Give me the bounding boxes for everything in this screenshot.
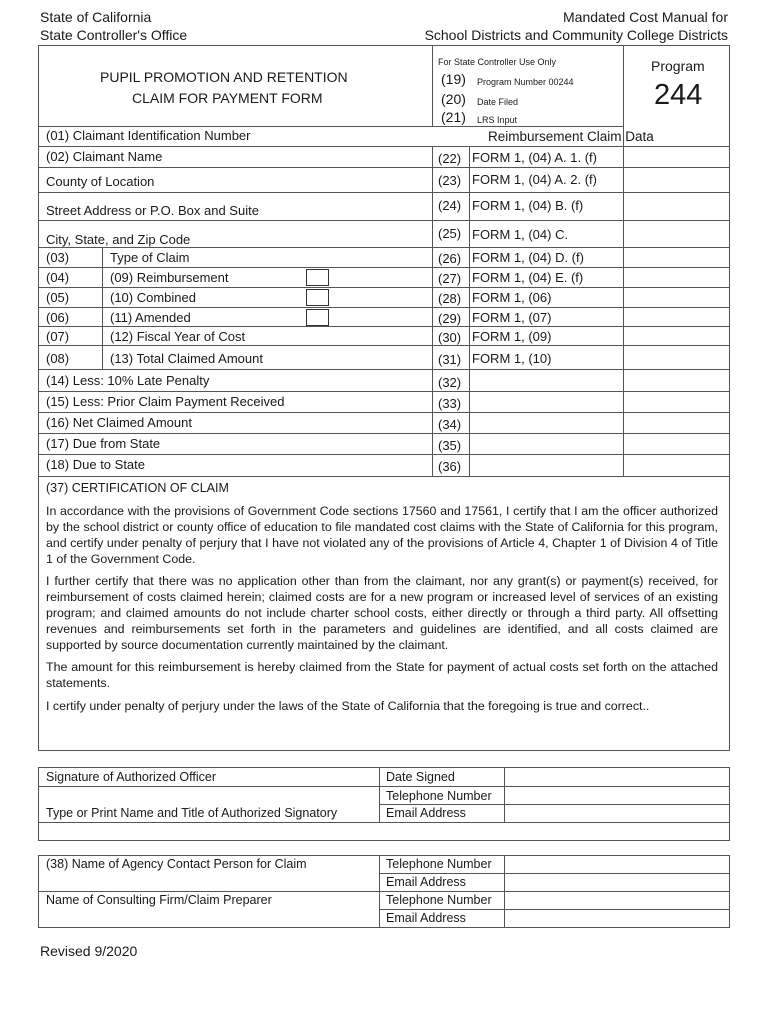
telephone-label: Telephone Number bbox=[386, 893, 492, 907]
form-title-line2: CLAIM FOR PAYMENT FORM bbox=[132, 90, 323, 106]
revision-date: Revised 9/2020 bbox=[40, 943, 138, 959]
right-row-num: (29) bbox=[438, 311, 462, 326]
certification-paragraph: The amount for this reimbursement is hereby claimed from the State for payment of actual costs set forth on the attached statements. bbox=[46, 660, 718, 690]
sco-use-label: For State Controller Use Only bbox=[438, 57, 557, 67]
right-row-num: (28) bbox=[438, 291, 462, 306]
total-claimed-label: (13) Total Claimed Amount bbox=[110, 351, 263, 366]
reimbursement-checkbox[interactable] bbox=[306, 269, 329, 286]
program-number: 244 bbox=[654, 79, 703, 111]
claim-row-num: (06) bbox=[46, 310, 70, 325]
email-label: Email Address bbox=[386, 806, 466, 820]
date-signed-field[interactable] bbox=[506, 768, 728, 785]
right-row-label: FORM 1, (09) bbox=[472, 329, 552, 344]
header-districts: School Districts and Community College Districts bbox=[424, 27, 728, 43]
right-row-num: (35) bbox=[438, 438, 462, 453]
right-row-num: (24) bbox=[438, 198, 462, 213]
field-city: City, State, and Zip Code bbox=[46, 232, 191, 247]
amended-checkbox[interactable] bbox=[306, 309, 329, 326]
right-row-num: (34) bbox=[438, 417, 462, 432]
late-penalty-label: (14) Less: 10% Late Penalty bbox=[46, 373, 210, 388]
right-row-label: FORM 1, (07) bbox=[472, 310, 552, 325]
email-field[interactable] bbox=[506, 805, 728, 821]
right-row-label: FORM 1, (04) B. (f) bbox=[472, 198, 584, 213]
net-claimed-label: (16) Net Claimed Amount bbox=[46, 415, 192, 430]
certification-paragraph: I certify under penalty of perjury under the laws of the State of California that the foregoing is true and correct.. bbox=[46, 699, 650, 713]
reimbursement-header: Reimbursement Claim Data bbox=[488, 129, 654, 144]
right-row-num: (27) bbox=[438, 271, 462, 286]
right-row-num: (32) bbox=[438, 375, 462, 390]
claim-row-num: (08) bbox=[46, 351, 70, 366]
right-row-num: (30) bbox=[438, 330, 462, 345]
sco-field-21-label: LRS Input bbox=[477, 115, 518, 125]
field-county: County of Location bbox=[46, 174, 155, 189]
right-row-num: (26) bbox=[438, 251, 462, 266]
header-state: State of California bbox=[40, 9, 152, 25]
combined-checkbox[interactable] bbox=[306, 289, 329, 306]
sco-field-19-label: Program Number 00244 bbox=[477, 77, 574, 87]
right-row-num: (23) bbox=[438, 173, 462, 188]
fiscal-year-label: (12) Fiscal Year of Cost bbox=[110, 329, 246, 344]
due-to-state-label: (18) Due to State bbox=[46, 457, 145, 472]
claim-row-num: (03) bbox=[46, 250, 70, 265]
due-from-state-label: (17) Due from State bbox=[46, 436, 161, 451]
right-row-label: FORM 1, (10) bbox=[472, 351, 552, 366]
date-signed-label: Date Signed bbox=[386, 770, 455, 784]
signature-officer-label: Signature of Authorized Officer bbox=[46, 770, 217, 784]
agency-contact-label: (38) Name of Agency Contact Person for Claim bbox=[46, 857, 307, 871]
form-title-line1: PUPIL PROMOTION AND RETENTION bbox=[100, 69, 348, 85]
header-office: State Controller's Office bbox=[40, 27, 188, 43]
sco-field-20-num: (20) bbox=[441, 91, 466, 107]
right-row-num: (22) bbox=[438, 151, 462, 166]
claim-type-label: Type of Claim bbox=[110, 250, 190, 265]
consulting-firm-label: Name of Consulting Firm/Claim Preparer bbox=[46, 893, 272, 907]
right-row-label: FORM 1, (04) A. 1. (f) bbox=[472, 150, 597, 165]
right-row-label: FORM 1, (04) D. (f) bbox=[472, 250, 584, 265]
right-row-num: (31) bbox=[438, 352, 462, 367]
right-row-num: (33) bbox=[438, 396, 462, 411]
print-name-label: Type or Print Name and Title of Authorized Signatory bbox=[46, 806, 338, 820]
right-row-label: FORM 1, (04) E. (f) bbox=[472, 270, 584, 285]
telephone-label: Telephone Number bbox=[386, 857, 492, 871]
field-claimant-id: (01) Claimant Identification Number bbox=[46, 128, 251, 143]
certification-paragraph: I further certify that there was no application other than from the claimant, nor any grant(s) or payment(s) received, for reimbursement of costs claimed herein; claimed costs are for a new program or increased level of services of an existing program; and claimed amounts do not include charter school costs, either directly or through a third party. All offsetting revenues and reimbursements set forth in the parameters and guidelines are identified, and all costs claimed are supported by source documentation currently maintained by the claimant. bbox=[46, 574, 718, 652]
header-manual: Mandated Cost Manual for bbox=[563, 9, 728, 25]
reimbursement-label: (09) Reimbursement bbox=[110, 270, 229, 285]
sco-field-21-num: (21) bbox=[441, 109, 466, 125]
claim-row-num: (04) bbox=[46, 270, 70, 285]
telephone-label: Telephone Number bbox=[386, 789, 492, 803]
print-name-field[interactable] bbox=[40, 823, 728, 839]
prior-payment-label: (15) Less: Prior Claim Payment Received bbox=[46, 394, 285, 409]
certification-paragraph: In accordance with the provisions of Government Code sections 17560 and 17561, I certify that I am the officer authorized by the school district or county office of education to file mandated cost claims with the State of California for this program, and certify under penalty of perjury that I have not violated any of the provisions of Article 4, Chapter 1 of Division 4 of Title 1 of the Government Code. bbox=[46, 504, 718, 566]
email-label: Email Address bbox=[386, 875, 466, 889]
telephone-field[interactable] bbox=[506, 787, 728, 803]
right-row-label: FORM 1, (04) C. bbox=[472, 227, 569, 242]
claim-row-num: (07) bbox=[46, 329, 70, 344]
email-label: Email Address bbox=[386, 911, 466, 925]
sco-field-20-label: Date Filed bbox=[477, 97, 519, 107]
certification-title: (37) CERTIFICATION OF CLAIM bbox=[46, 481, 229, 495]
right-row-label: FORM 1, (06) bbox=[472, 290, 552, 305]
right-row-label: FORM 1, (04) A. 2. (f) bbox=[472, 172, 597, 187]
right-row-num: (25) bbox=[438, 226, 462, 241]
field-street: Street Address or P.O. Box and Suite bbox=[46, 203, 259, 218]
claim-row-num: (05) bbox=[46, 290, 70, 305]
amended-label: (11) Amended bbox=[110, 310, 191, 325]
right-row-num: (36) bbox=[438, 459, 462, 474]
combined-label: (10) Combined bbox=[110, 290, 196, 305]
field-claimant-name: (02) Claimant Name bbox=[46, 149, 163, 164]
sco-field-19-num: (19) bbox=[441, 71, 466, 87]
program-label: Program bbox=[651, 58, 705, 74]
